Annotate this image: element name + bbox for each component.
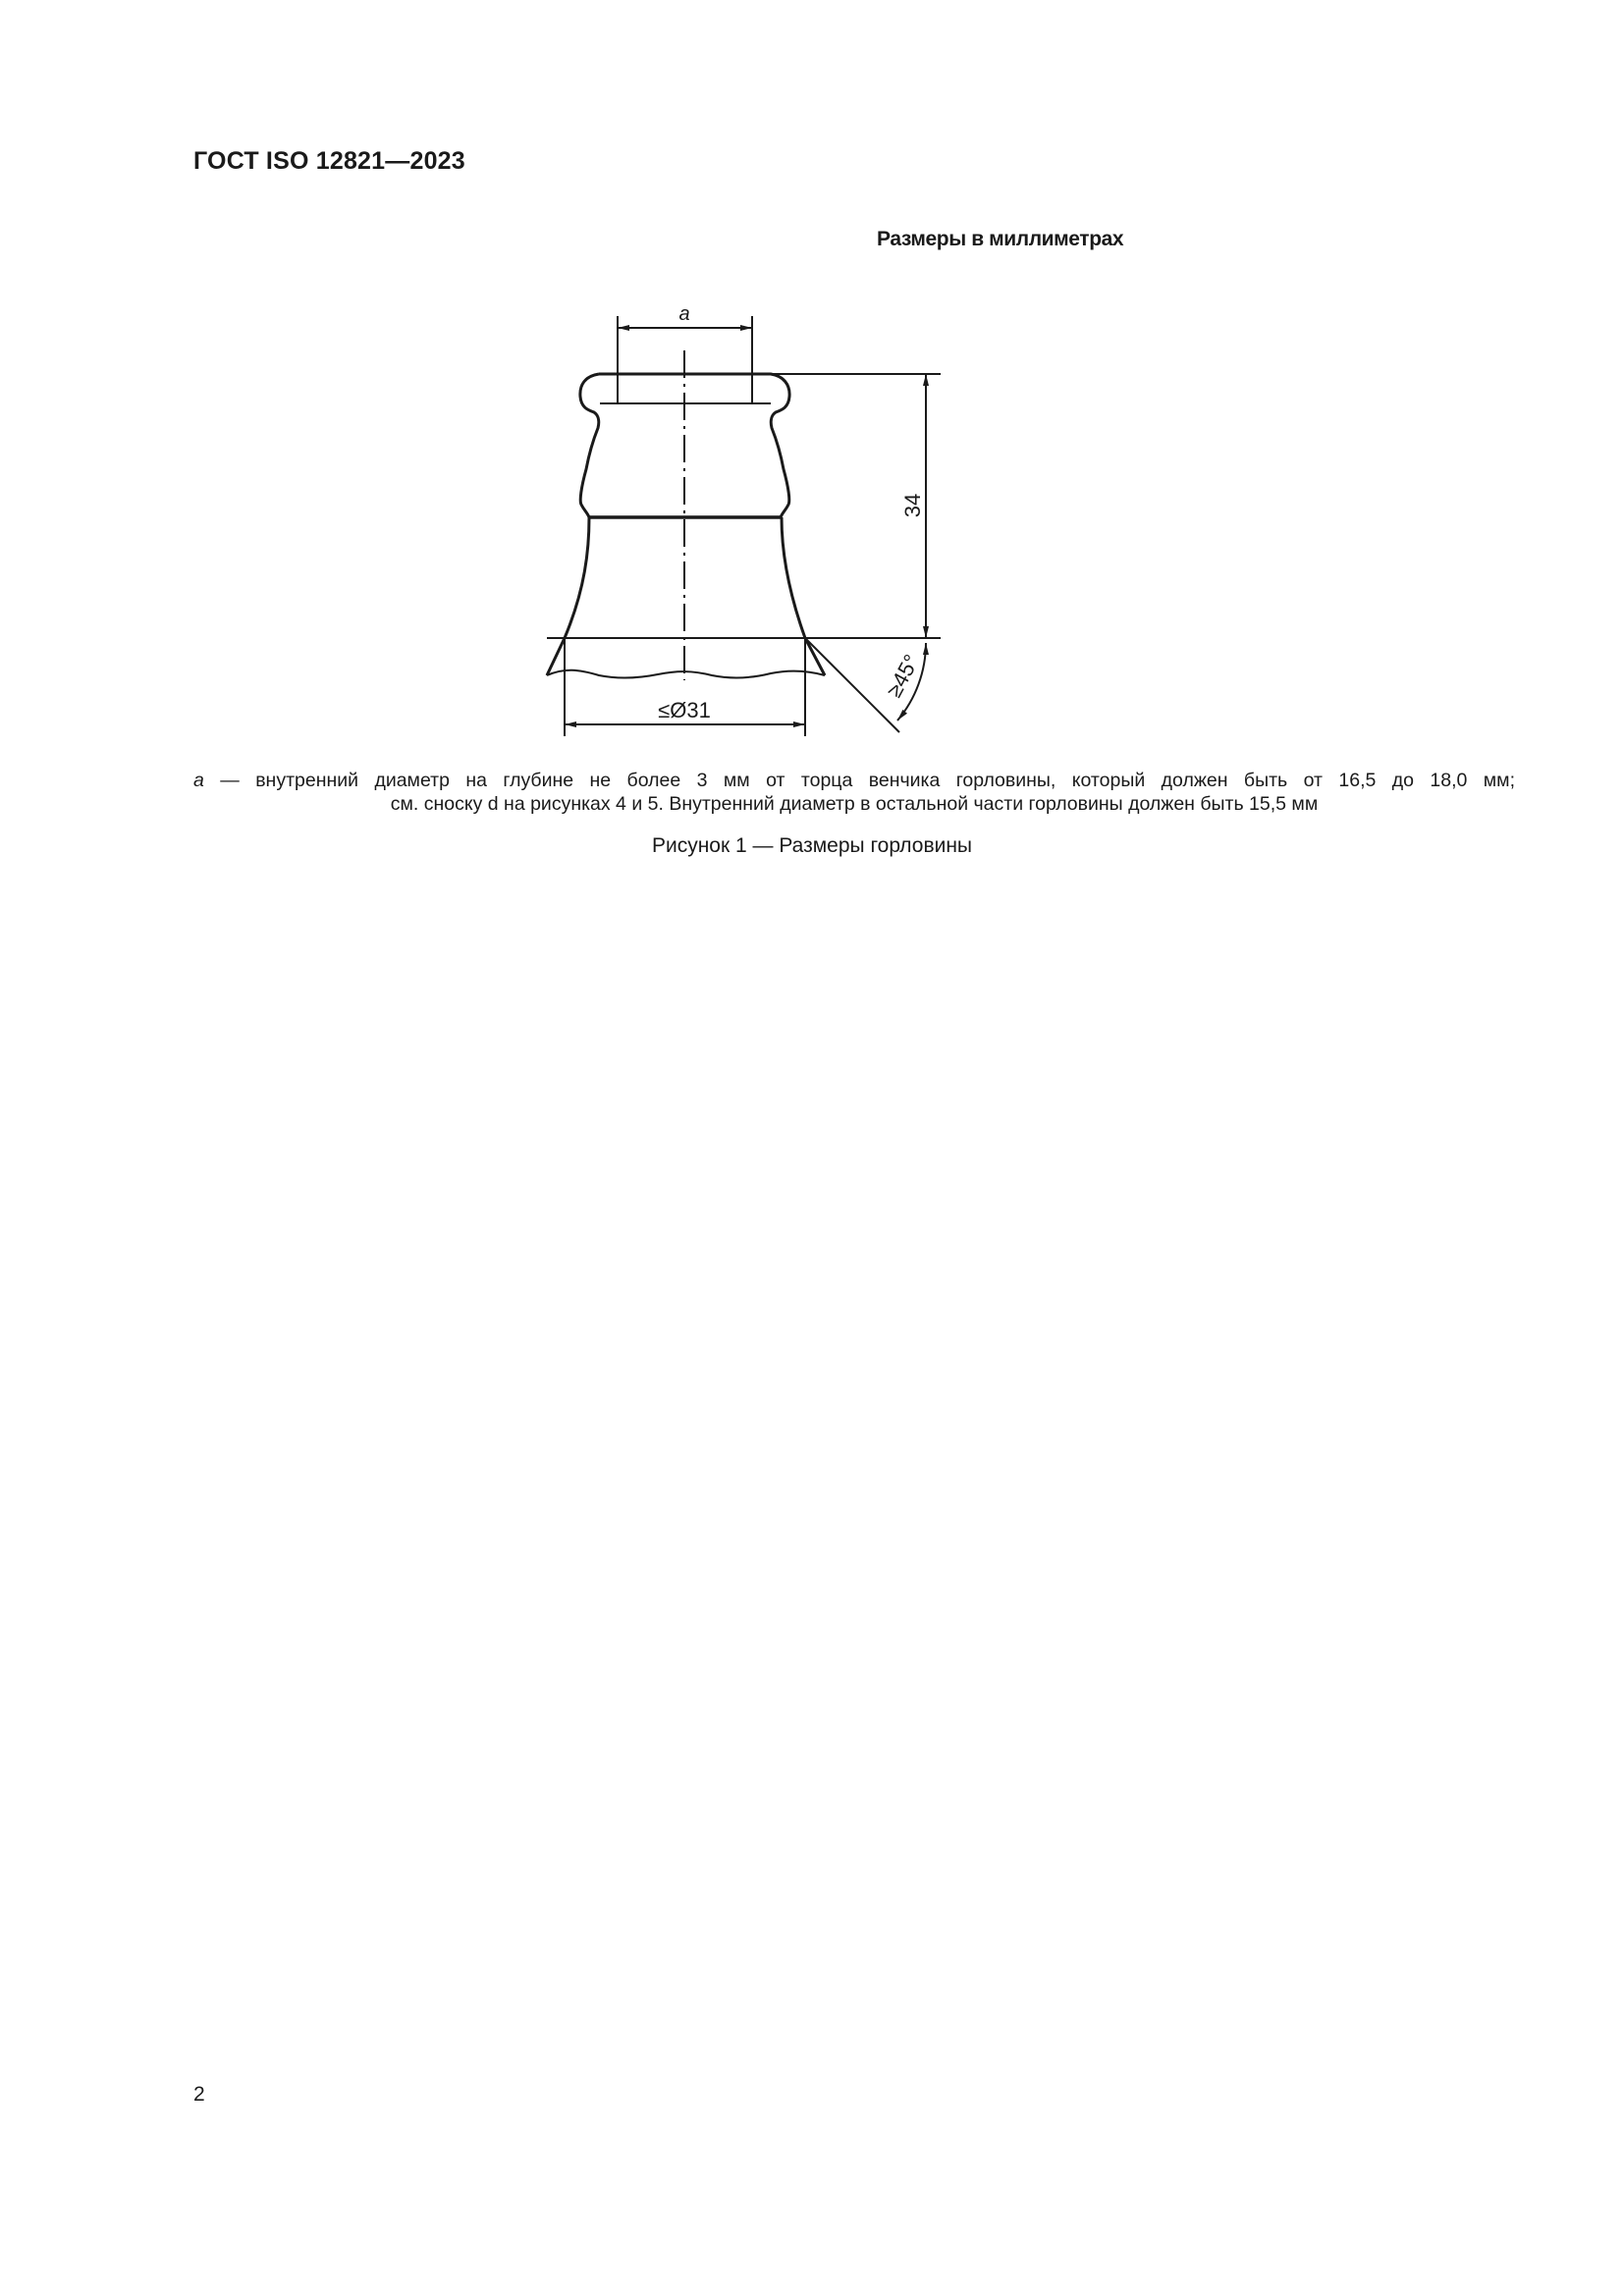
- footnote-line-2: см. сноску d на рисунках 4 и 5. Внутренний диаметр в остальной части горловины должен быть 15,5 мм: [390, 793, 1319, 815]
- units-note: Размеры в миллиметрах: [877, 228, 1124, 250]
- dimension-angle-label: ≥45°: [881, 650, 925, 702]
- break-line: [547, 670, 825, 678]
- footnote-key: a: [193, 770, 204, 791]
- footnote-line-1: a — внутренний диаметр на глубине не более 3 мм от торца венчика горловины, который должен быть от 16,5 до 18,0 мм;: [193, 770, 1515, 791]
- figure-footnote: [193, 769, 1515, 816]
- figure-caption: Рисунок 1 — Размеры горловины: [651, 834, 973, 857]
- dimension-height-label: 34: [900, 493, 925, 518]
- page-number: 2: [193, 2083, 205, 2106]
- document-header: ГОСТ ISO 12821—2023: [193, 147, 465, 175]
- neck-body-outline: [547, 517, 825, 675]
- dimension-outer-diameter-label: ≤Ø31: [658, 698, 711, 722]
- dimension-a-label: a: [678, 303, 690, 325]
